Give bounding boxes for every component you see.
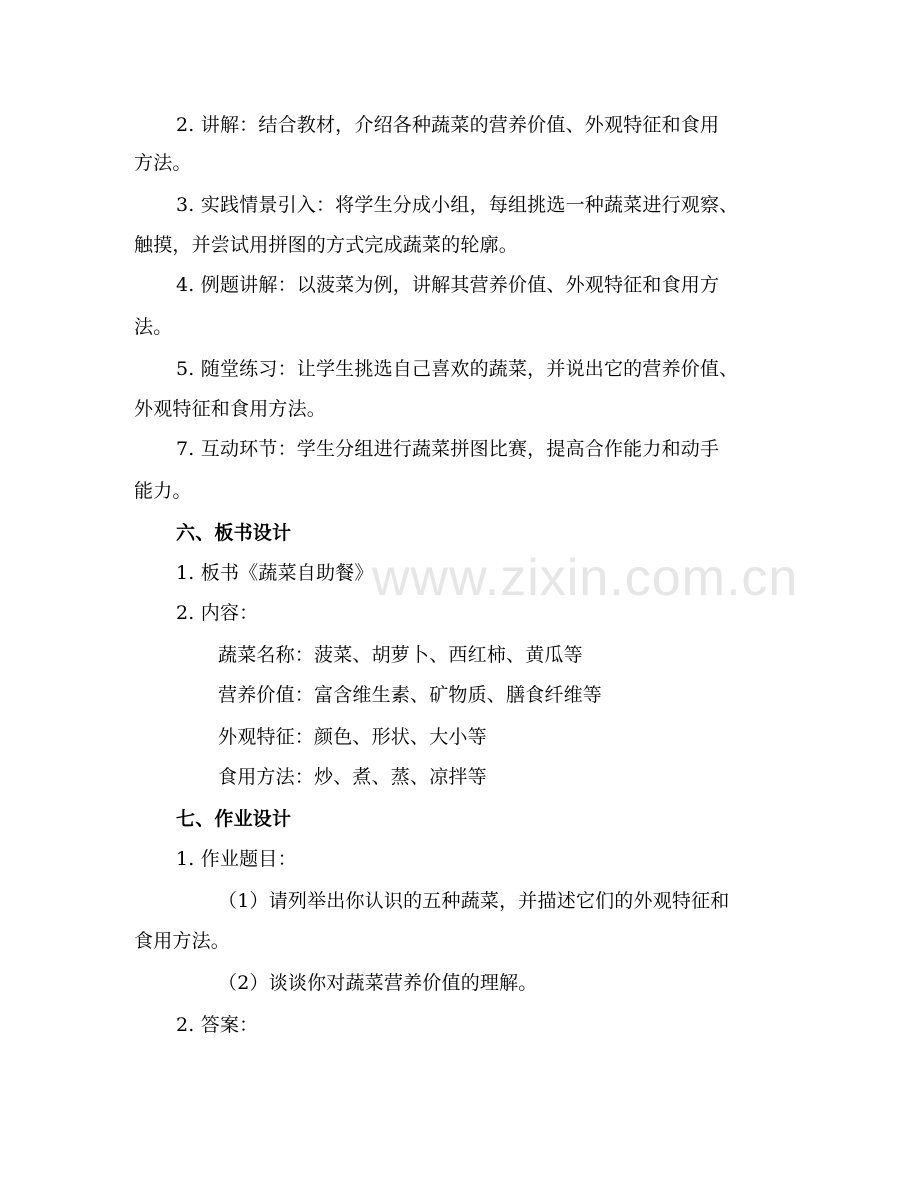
section-heading-homework: 七、作业设计 [176,808,292,830]
homework-item-1: 1. 作业题目： [176,848,297,870]
content-appearance: 外观特征：颜色、形状、大小等 [218,726,487,748]
step-3-line-2: 触摸，并尝试用拼图的方式完成蔬菜的轮廓。 [134,234,519,256]
blackboard-item-2: 2. 内容： [176,602,259,624]
step-7-line-1: 7. 互动环节：学生分组进行蔬菜拼图比赛，提高合作能力和动手 [176,438,720,460]
step-5-line-1: 5. 随堂练习：让学生挑选自己喜欢的蔬菜，并说出它的营养价值、 [176,358,739,380]
step-2-line-2: 方法。 [134,152,192,174]
step-4-line-2: 法。 [134,316,173,338]
watermark: www.zixin.com.cn [372,549,799,607]
blackboard-item-1: 1. 板书《蔬菜自助餐》 [176,562,374,584]
step-4-line-1: 4. 例题讲解：以菠菜为例，讲解其营养价值、外观特征和食用方 [176,274,720,296]
step-5-line-2: 外观特征和食用方法。 [134,398,327,420]
content-vegetable-names: 蔬菜名称：菠菜、胡萝卜、西红柿、黄瓜等 [218,644,583,666]
homework-item-2: 2. 答案： [176,1014,259,1036]
homework-question-2: （2）谈谈你对蔬菜营养价值的理解。 [218,972,538,994]
homework-question-1-line-1: （1）请列举出你认识的五种蔬菜，并描述它们的外观特征和 [218,890,730,912]
content-cooking: 食用方法：炒、煮、蒸、凉拌等 [218,766,487,788]
step-3-line-1: 3. 实践情景引入：将学生分成小组，每组挑选一种蔬菜进行观察、 [176,194,739,216]
step-2-line-1: 2. 讲解：结合教材，介绍各种蔬菜的营养价值、外观特征和食用 [176,114,720,136]
step-7-line-2: 能力。 [134,480,192,502]
content-nutrition: 营养价值：富含维生素、矿物质、膳食纤维等 [218,684,603,706]
section-heading-blackboard: 六、板书设计 [176,522,292,544]
homework-question-1-line-2: 食用方法。 [134,930,231,952]
